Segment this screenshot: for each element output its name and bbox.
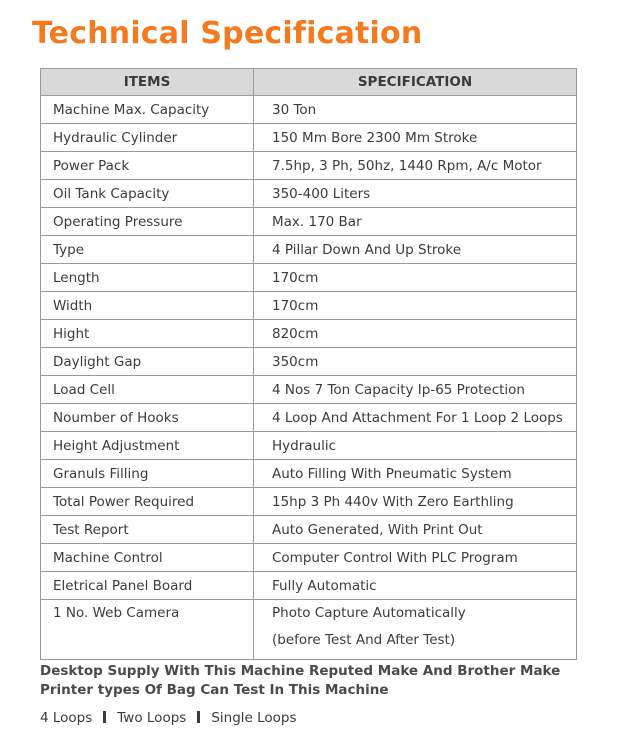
- table-row: [41, 404, 577, 432]
- page-title: Technical Specification: [32, 16, 423, 51]
- spec-cell-line2: (before Test And After Test): [272, 632, 456, 648]
- item-cell: Hight: [41, 320, 254, 348]
- item-cell: Total Power Required: [41, 488, 254, 516]
- spec-cell: 150 Mm Bore 2300 Mm Stroke: [254, 124, 577, 152]
- header-specification: SPECIFICATION: [254, 69, 577, 96]
- item-cell: Daylight Gap: [41, 348, 254, 376]
- table-header-row: [41, 69, 577, 96]
- spec-cell: Fully Automatic: [254, 572, 577, 600]
- supply-note: [40, 662, 560, 700]
- table-row: [41, 348, 577, 376]
- table-row: [41, 292, 577, 320]
- spec-cell: Hydraulic: [254, 432, 577, 460]
- header-items: ITEMS: [41, 69, 254, 96]
- loop-options: [40, 710, 297, 726]
- spec-cell: Max. 170 Bar: [254, 208, 577, 236]
- table-row: [41, 544, 577, 572]
- spec-cell: 350-400 Liters: [254, 180, 577, 208]
- item-cell: [41, 600, 254, 660]
- table-row: [41, 376, 577, 404]
- table-row: [41, 124, 577, 152]
- item-cell: Type: [41, 236, 254, 264]
- loop-option: 4 Loops: [40, 710, 93, 726]
- item-cell-text: 1 No. Web Camera: [53, 605, 180, 621]
- item-cell: Machine Control: [41, 544, 254, 572]
- item-cell: Load Cell: [41, 376, 254, 404]
- table-row: [41, 320, 577, 348]
- table-row: [41, 180, 577, 208]
- spec-table: [40, 68, 577, 660]
- loop-option: Two Loops: [117, 710, 187, 726]
- item-cell: Oil Tank Capacity: [41, 180, 254, 208]
- spec-cell: 4 Pillar Down And Up Stroke: [254, 236, 577, 264]
- spec-cell: Computer Control With PLC Program: [254, 544, 577, 572]
- supply-note-line2: Printer types Of Bag Can Test In This Machine: [40, 682, 389, 698]
- table-row: [41, 432, 577, 460]
- supply-note-line1: Desktop Supply With This Machine Reputed Make And Brother Make: [40, 663, 561, 679]
- spec-cell: Auto Generated, With Print Out: [254, 516, 577, 544]
- item-cell: Length: [41, 264, 254, 292]
- table-row: [41, 208, 577, 236]
- item-cell: Height Adjustment: [41, 432, 254, 460]
- table-row: [41, 488, 577, 516]
- table-row: [41, 264, 577, 292]
- spec-cell: 15hp 3 Ph 440v With Zero Earthling: [254, 488, 577, 516]
- table-row: [41, 460, 577, 488]
- item-cell: Machine Max. Capacity: [41, 96, 254, 124]
- table-row: [41, 236, 577, 264]
- spec-cell: 170cm: [254, 292, 577, 320]
- table-row: [41, 600, 577, 660]
- item-cell: Test Report: [41, 516, 254, 544]
- spec-cell: 820cm: [254, 320, 577, 348]
- spec-cell: 350cm: [254, 348, 577, 376]
- loop-option: Single Loops: [211, 710, 297, 726]
- item-cell: Power Pack: [41, 152, 254, 180]
- item-cell: Noumber of Hooks: [41, 404, 254, 432]
- separator-bar: [103, 711, 106, 723]
- table-row: [41, 152, 577, 180]
- item-cell: Granuls Filling: [41, 460, 254, 488]
- spec-cell: Auto Filling With Pneumatic System: [254, 460, 577, 488]
- item-cell: Width: [41, 292, 254, 320]
- table-row: [41, 516, 577, 544]
- item-cell: Eletrical Panel Board: [41, 572, 254, 600]
- spec-cell: 170cm: [254, 264, 577, 292]
- spec-cell: 7.5hp, 3 Ph, 50hz, 1440 Rpm, A/c Motor: [254, 152, 577, 180]
- spec-cell: [254, 600, 577, 660]
- table-row: [41, 96, 577, 124]
- spec-cell: 30 Ton: [254, 96, 577, 124]
- item-cell: Operating Pressure: [41, 208, 254, 236]
- spec-cell: 4 Loop And Attachment For 1 Loop 2 Loops: [254, 404, 577, 432]
- table-row: [41, 572, 577, 600]
- item-cell: Hydraulic Cylinder: [41, 124, 254, 152]
- spec-cell: 4 Nos 7 Ton Capacity Ip-65 Protection: [254, 376, 577, 404]
- separator-bar: [197, 711, 200, 723]
- spec-cell-line1: Photo Capture Automatically: [272, 605, 466, 621]
